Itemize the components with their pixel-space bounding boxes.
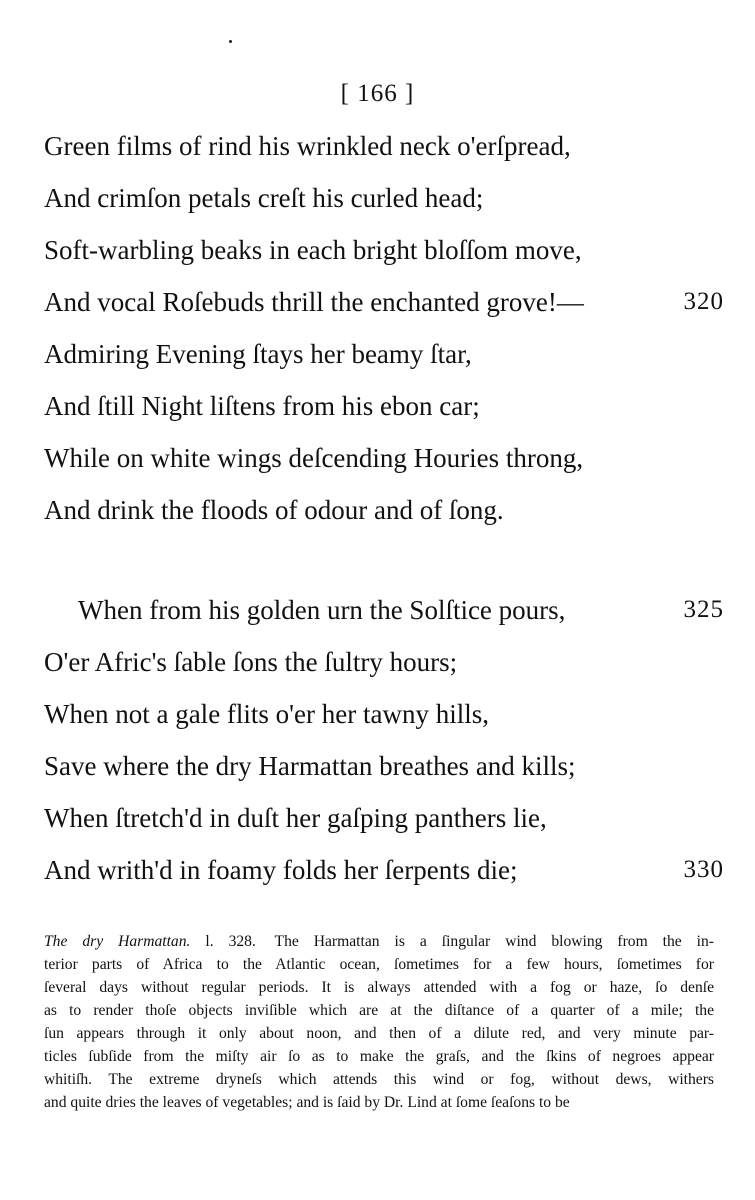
verse-text: And crimſon petals creſt his curled head; [44, 183, 484, 213]
footnote-line-reference: l. 328. [205, 933, 256, 950]
footnote-first-line [44, 930, 714, 953]
footnote-text-line: terior parts of Africa to the Atlantic ocean, ſometimes for a few hours, ſometimes for [44, 956, 714, 973]
verse-text: And ſtill Night liſtens from his ebon car; [44, 391, 480, 421]
verse-line [44, 636, 724, 688]
verse-text: Save where the dry Harmattan breathes and kills; [44, 751, 576, 781]
footnote [44, 930, 714, 1114]
footnote-text-line: The Harmattan is a ſingular wind blowing from the in- [274, 933, 714, 950]
verse-text: O'er Afric's ſable ſons the ſultry hours; [44, 647, 458, 677]
verse-text: Green films of rind his wrinkled neck o'erſpread, [44, 131, 571, 161]
verse-text: When not a gale flits o'er her tawny hills, [44, 699, 489, 729]
verse-line [44, 276, 724, 328]
footnote-text-line: and quite dries the leaves of vegetables; and is ſaid by Dr. Lind at ſome ſeaſons to be [44, 1094, 570, 1111]
verse-line [44, 120, 724, 172]
verse-text: When from his golden urn the Solſtice pours, [78, 595, 566, 625]
stanza-2 [44, 584, 724, 896]
line-number: 320 [683, 288, 724, 315]
stanza-1 [44, 120, 724, 536]
verse-line [44, 380, 724, 432]
verse-line [44, 328, 724, 380]
verse-line [44, 484, 724, 536]
footnote-text-line: ſeveral days without regular periods. It is always attended with a fog or haze, ſo denſe [44, 979, 714, 996]
page-number: [ 166 ] [340, 80, 415, 107]
verse-line [44, 792, 724, 844]
verse-text: Admiring Evening ſtays her beamy ſtar, [44, 339, 472, 369]
line-number: 325 [683, 596, 724, 623]
verse-line [44, 432, 724, 484]
verse-text: When ſtretch'd in duſt her gaſping panthers lie, [44, 803, 547, 833]
verse-text: And vocal Roſebuds thrill the enchanted grove!— [44, 287, 584, 317]
footnote-text-line: whitiſh. The extreme dryneſs which attends this wind or fog, without dews, withers [44, 1071, 714, 1088]
verse-line [44, 688, 724, 740]
verse-line [44, 740, 724, 792]
ink-speck [229, 40, 232, 43]
footnote-text-line: as to render thoſe objects inviſible which are at the diſtance of a quarter of a mile; the [44, 1002, 714, 1019]
verse-text: And drink the floods of odour and of ſong. [44, 495, 504, 525]
footnote-text-line: ticles ſubſide from the miſty air ſo as to make the graſs, and the ſkins of negroes appear [44, 1048, 714, 1065]
verse-line [44, 844, 724, 896]
verse-text: And writh'd in foamy folds her ſerpents die; [44, 855, 518, 885]
verse-line [44, 172, 724, 224]
verse-text: While on white wings deſcending Houries throng, [44, 443, 584, 473]
verse-line [44, 584, 724, 636]
verse-text: Soft-warbling beaks in each bright bloſſom move, [44, 235, 582, 265]
footnote-text-line: ſun appears through it only about noon, and then of a dilute red, and very minute par- [44, 1025, 714, 1042]
footnote-label: The dry Harmattan. [44, 933, 191, 950]
verse-line [44, 224, 724, 276]
line-number: 330 [683, 856, 724, 883]
